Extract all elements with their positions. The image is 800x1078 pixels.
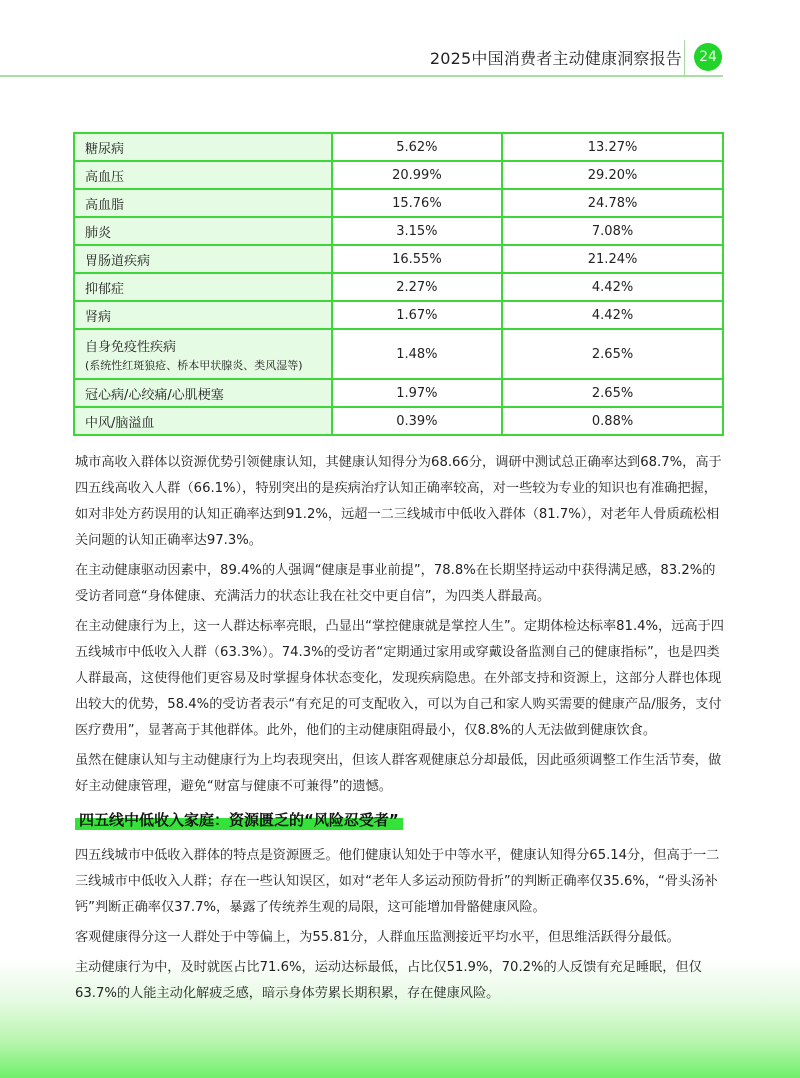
disease-name: 胃肠道疾病 <box>85 253 151 269</box>
section-heading: 四五线中低收入家庭：资源匮乏的“风险忍受者” <box>75 808 403 830</box>
paragraph: 四五线城市中低收入群体的特点是资源匮乏。他们健康认知处于中等水平，健康认知得分65.14分，但高于一二三线城市中低收入人群；存在一些认知误区，如对“老年人多运动预防骨折”的判断正确率仅35.6%，“骨头汤补钙”判断正确率仅37.7%，暴露了传统养生观的局限，这可能增加骨骼健康风险。 <box>75 848 720 915</box>
body-text-high-income <box>75 450 727 804</box>
disease-name-cell <box>74 301 332 329</box>
disease-prevalence-table <box>73 132 638 436</box>
disease-name: 冠心病/心绞痛/心肌梗塞 <box>85 387 224 403</box>
disease-name-cell <box>74 189 332 217</box>
value-col1: 3.15% <box>332 217 502 245</box>
value-col1: 0.39% <box>332 407 502 435</box>
value-col2: 4.42% <box>502 273 723 301</box>
value-col2: 2.65% <box>502 379 723 407</box>
value-col1: 1.97% <box>332 379 502 407</box>
disease-name-cell <box>74 217 332 245</box>
page-number-badge: 24 <box>694 43 722 71</box>
table-row <box>74 161 723 189</box>
disease-name: 中风/脑溢血 <box>85 415 155 431</box>
table-row <box>74 133 723 161</box>
disease-name-cell <box>74 245 332 273</box>
value-col2: 13.27% <box>502 133 723 161</box>
header-divider <box>684 40 685 76</box>
paragraph: 在主动健康驱动因素中，89.4%的人强调“健康是事业前提”，78.8%在长期坚持运动中获得满足感，83.2%的受访者同意“身体健康、充满活力的状态让我在社交中更自信”，为四类人群最高。 <box>75 563 716 604</box>
table-row <box>74 273 723 301</box>
paragraph: 客观健康得分这一人群处于中等偏上，为55.81分，人群血压监测接近平均水平，但思维活跃得分最低。 <box>75 930 680 945</box>
disease-name: 肺炎 <box>85 225 112 241</box>
report-title: 2025中国消费者主动健康洞察报告 <box>429 49 682 68</box>
value-col2: 7.08% <box>502 217 723 245</box>
paragraph: 虽然在健康认知与主动健康行为上均表现突出，但该人群客观健康总分却最低，因此亟须调整工作生活节奏，做好主动健康管理，避免“财富与健康不可兼得”的遗憾。 <box>75 753 722 794</box>
value-col1: 5.62% <box>332 133 502 161</box>
value-col1: 1.48% <box>332 329 502 379</box>
table-row <box>74 217 723 245</box>
table-row <box>74 407 723 435</box>
value-col2: 24.78% <box>502 189 723 217</box>
value-col1: 16.55% <box>332 245 502 273</box>
header-underline <box>0 75 723 77</box>
disease-name: 肾病 <box>85 309 112 325</box>
disease-name: 糖尿病 <box>85 141 125 157</box>
paragraph: 主动健康行为中，及时就医占比71.6%，运动达标最低，占比仅51.9%，70.2%的人反馈有充足睡眠，但仅63.7%的人能主动化解疲乏感，暗示身体劳累长期积累，存在健康风险。 <box>75 960 702 1001</box>
value-col1: 1.67% <box>332 301 502 329</box>
disease-name-cell <box>74 161 332 189</box>
value-col2: 21.24% <box>502 245 723 273</box>
table-row <box>74 379 723 407</box>
paragraph: 在主动健康行为上，这一人群达标率亮眼，凸显出“掌控健康就是掌控人生”。定期体检达标率81.4%，远高于四五线城市中低收入人群（63.3%）。74.3%的受访者“定期通过家用或穿戴设备监测自己的健康指标”，也是四类人群最高，这使得他们更容易及时掌握身体状态变化，发现疾病隐患。在外部支持和资源上，这部分人群也体现出较大的优势，58.4%的受访者表示“有充足的可支配收入，可以为自己和家人购买需要的健康产品/服务，支付医疗费用”，显著高于其他群体。此外，他们的主动健康阻碍最小，仅8.8%的人无法做到健康饮食。 <box>75 619 724 738</box>
disease-name-cell <box>74 133 332 161</box>
table-row <box>74 329 723 379</box>
paragraph: 城市高收入群体以资源优势引领健康认知，其健康认知得分为68.66分，调研中测试总正确率达到68.7%，高于四五线高收入人群（66.1%），特别突出的是疾病治疗认知正确率较高，对一些较为专业的知识也有准确把握，如对非处方药误用的认知正确率达到91.2%，远超一二三线城市中低收入群体（81.7%），对老年人骨质疏松相关问题的认知正确率达97.3%。 <box>75 455 722 548</box>
disease-name-cell <box>74 273 332 301</box>
value-col1: 15.76% <box>332 189 502 217</box>
disease-name: 高血脂 <box>85 197 125 213</box>
body-text-low-income <box>75 843 727 1011</box>
value-col2: 0.88% <box>502 407 723 435</box>
disease-note: (系统性红斑狼疮、桥本甲状腺炎、类风湿等) <box>85 358 303 372</box>
disease-name-cell <box>74 329 332 379</box>
value-col2: 4.42% <box>502 301 723 329</box>
disease-name: 自身免疫性疾病 <box>85 339 177 355</box>
table-row <box>74 189 723 217</box>
table-row <box>74 245 723 273</box>
value-col1: 20.99% <box>332 161 502 189</box>
disease-name-cell <box>74 407 332 435</box>
disease-name-cell <box>74 379 332 407</box>
page-header <box>0 30 800 80</box>
value-col1: 2.27% <box>332 273 502 301</box>
disease-name: 抑郁症 <box>85 281 125 297</box>
table-row <box>74 301 723 329</box>
disease-name: 高血压 <box>85 169 125 185</box>
value-col2: 2.65% <box>502 329 723 379</box>
value-col2: 29.20% <box>502 161 723 189</box>
